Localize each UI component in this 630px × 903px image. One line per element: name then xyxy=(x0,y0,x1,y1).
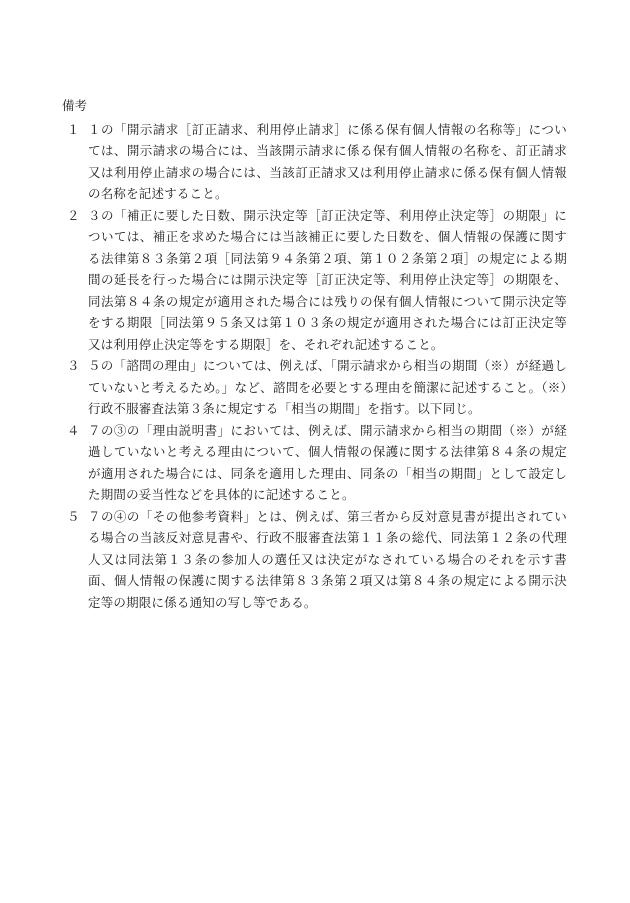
note-text: １の「開示請求［訂正請求、利用停止請求］に係る保有個人情報の名称等」については、開示請求の場合には、当該開示請求に係る保有個人情報の名称を、訂正請求又は利用停止請求の場合には、当該訂正請求又は利用停止請求に係る保有個人情報の名称を記述すること。 xyxy=(88,121,567,201)
note-number: ５ xyxy=(67,508,80,524)
note-text: ５の「諮問の理由」については、例えば、「開示請求から相当の期間（※）が経過していないと考えるため。」など、諮問を必要とする理由を簡潔に記述すること。（※）行政不服審査法第３条に規定する「相当の期間」を指す。以下同じ。 xyxy=(88,358,567,416)
note-number: １ xyxy=(67,121,80,137)
document-page xyxy=(62,95,567,613)
note-item-2 xyxy=(62,205,567,356)
note-item-5 xyxy=(62,506,567,614)
notes-list xyxy=(62,119,567,614)
note-number: ４ xyxy=(67,422,80,438)
notes-heading: 備考 xyxy=(62,98,88,113)
note-number: ２ xyxy=(67,207,80,223)
note-item-4 xyxy=(62,420,567,506)
note-text: ７の③の「理由説明書」においては、例えば、開示請求から相当の期間（※）が経過していないと考える理由について、個人情報の保護に関する法律第８４条の規定が適用された場合には、同条を適用した理由、同条の「相当の期間」として設定した期間の妥当性などを具体的に記述すること。 xyxy=(88,422,567,502)
note-number: ３ xyxy=(67,358,80,373)
note-item-3 xyxy=(62,355,567,420)
note-text: ７の④の「その他参考資料」とは、例えば、第三者から反対意見書が提出されている場合の当該反対意見書や、行政不服審査法第１１条の総代、同法第１２条の代理人又は同法第１３条の参加人の選任又は決定がなされている場合のそれを示す書面、個人情報の保護に関する法律第８３条第２項又は第８４条の規定による開示決定等の期限に係る通知の写し等である。 xyxy=(88,508,567,610)
note-item-1 xyxy=(62,119,567,205)
note-text: ３の「補正に要した日数、開示決定等［訂正決定等、利用停止決定等］の期限」については、補正を求めた場合には当該補正に要した日数を、個人情報の保護に関する法律第８３条第２項［同法第９４条第２項、第１０２条第２項］の規定による期間の延長を行った場合には開示決定等［訂正決定等、利用停止決定等］の期限を、同法第８４条の規定が適用された場合には残りの保有個人情報について開示決定等をする期限［同法第９５条又は第１０３条の規定が適用された場合には訂正決定等又は利用停止決定等をする期限］を、それぞれ記述すること。 xyxy=(88,207,567,352)
